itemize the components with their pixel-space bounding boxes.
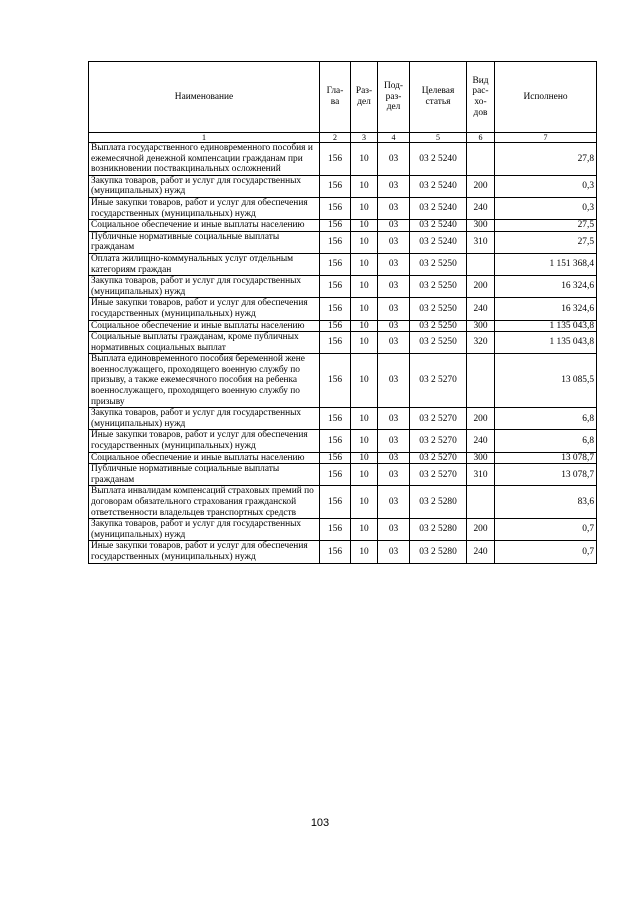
cell-razdel: 10 (351, 408, 378, 430)
table-row (89, 486, 597, 519)
cell-statya: 03 2 5250 (410, 320, 467, 332)
cell-amount: 0,7 (495, 541, 597, 563)
header-statya: Целевая статья (410, 62, 467, 133)
cell-razdel: 10 (351, 298, 378, 320)
header-row (89, 62, 597, 133)
cell-podrazdel: 03 (378, 452, 410, 464)
table-row (89, 354, 597, 408)
cell-amount: 13 078,7 (495, 452, 597, 464)
cell-razdel: 10 (351, 143, 378, 176)
header-amount: Исполнено (495, 62, 597, 133)
cell-podrazdel: 03 (378, 408, 410, 430)
cell-statya: 03 2 5240 (410, 231, 467, 253)
cell-name: Закупка товаров, работ и услуг для государственных (муниципальных) нужд (89, 408, 320, 430)
cell-razdel: 10 (351, 452, 378, 464)
cell-name: Закупка товаров, работ и услуг для государственных (муниципальных) нужд (89, 175, 320, 197)
cell-razdel: 10 (351, 231, 378, 253)
cell-amount: 27,8 (495, 143, 597, 176)
header-glava: Гла- ва (320, 62, 351, 133)
page-number: 103 (310, 817, 330, 829)
header-vid: Вид рас- хо- дов (467, 62, 495, 133)
cell-podrazdel: 03 (378, 332, 410, 354)
table-row (89, 197, 597, 219)
cell-statya: 03 2 5240 (410, 220, 467, 232)
cell-name: Закупка товаров, работ и услуг для государственных (муниципальных) нужд (89, 276, 320, 298)
cell-razdel: 10 (351, 354, 378, 408)
budget-table (88, 61, 597, 564)
cell-podrazdel: 03 (378, 143, 410, 176)
cell-vid (467, 354, 495, 408)
cell-glava: 156 (320, 220, 351, 232)
cell-statya: 03 2 5270 (410, 430, 467, 452)
cell-razdel: 10 (351, 464, 378, 486)
cell-amount: 0,3 (495, 197, 597, 219)
cell-statya: 03 2 5280 (410, 541, 467, 563)
cell-podrazdel: 03 (378, 519, 410, 541)
cell-name: Иные закупки товаров, работ и услуг для обеспечения государственных (муниципальных) нужд (89, 430, 320, 452)
table-row (89, 430, 597, 452)
cell-name: Социальное обеспечение и иные выплаты населению (89, 220, 320, 232)
cell-amount: 16 324,6 (495, 276, 597, 298)
column-number: 6 (467, 133, 495, 143)
cell-vid (467, 486, 495, 519)
cell-podrazdel: 03 (378, 276, 410, 298)
column-number: 1 (89, 133, 320, 143)
header-razdel: Раз- дел (351, 62, 378, 133)
cell-vid (467, 253, 495, 275)
cell-statya: 03 2 5240 (410, 197, 467, 219)
cell-razdel: 10 (351, 253, 378, 275)
cell-amount: 1 151 368,4 (495, 253, 597, 275)
cell-razdel: 10 (351, 519, 378, 541)
table-row (89, 541, 597, 563)
cell-glava: 156 (320, 175, 351, 197)
cell-vid: 300 (467, 220, 495, 232)
cell-razdel: 10 (351, 175, 378, 197)
cell-podrazdel: 03 (378, 464, 410, 486)
cell-name: Оплата жилищно-коммунальных услуг отдельным категориям граждан (89, 253, 320, 275)
cell-vid: 300 (467, 452, 495, 464)
cell-name: Публичные нормативные социальные выплаты гражданам (89, 464, 320, 486)
cell-podrazdel: 03 (378, 320, 410, 332)
table-row (89, 253, 597, 275)
cell-glava: 156 (320, 298, 351, 320)
cell-amount: 0,3 (495, 175, 597, 197)
table-row (89, 298, 597, 320)
table-row (89, 220, 597, 232)
cell-vid (467, 143, 495, 176)
cell-podrazdel: 03 (378, 220, 410, 232)
cell-name: Иные закупки товаров, работ и услуг для обеспечения государственных (муниципальных) нужд (89, 298, 320, 320)
cell-razdel: 10 (351, 332, 378, 354)
cell-amount: 27,5 (495, 220, 597, 232)
cell-glava: 156 (320, 408, 351, 430)
cell-amount: 1 135 043,8 (495, 320, 597, 332)
cell-statya: 03 2 5240 (410, 143, 467, 176)
table-row (89, 464, 597, 486)
cell-statya: 03 2 5280 (410, 486, 467, 519)
cell-glava: 156 (320, 354, 351, 408)
cell-razdel: 10 (351, 197, 378, 219)
cell-name: Выплата единовременного пособия беременной жене военнослужащего, проходящего военную службу по призыву, а также ежемесячного пособия на ребенка военнослужащего, проходящего военную службу по призыву (89, 354, 320, 408)
cell-podrazdel: 03 (378, 175, 410, 197)
cell-podrazdel: 03 (378, 486, 410, 519)
cell-amount: 83,6 (495, 486, 597, 519)
cell-razdel: 10 (351, 486, 378, 519)
cell-statya: 03 2 5270 (410, 354, 467, 408)
cell-vid: 240 (467, 541, 495, 563)
cell-vid: 200 (467, 519, 495, 541)
cell-vid: 310 (467, 231, 495, 253)
cell-glava: 156 (320, 452, 351, 464)
cell-amount: 27,5 (495, 231, 597, 253)
cell-razdel: 10 (351, 276, 378, 298)
cell-vid: 200 (467, 175, 495, 197)
cell-glava: 156 (320, 486, 351, 519)
cell-podrazdel: 03 (378, 541, 410, 563)
cell-glava: 156 (320, 332, 351, 354)
cell-name: Публичные нормативные социальные выплаты гражданам (89, 231, 320, 253)
cell-vid: 310 (467, 464, 495, 486)
table-row (89, 519, 597, 541)
cell-podrazdel: 03 (378, 298, 410, 320)
cell-amount: 13 078,7 (495, 464, 597, 486)
cell-glava: 156 (320, 253, 351, 275)
cell-glava: 156 (320, 276, 351, 298)
cell-statya: 03 2 5240 (410, 175, 467, 197)
column-number: 7 (495, 133, 597, 143)
cell-vid: 240 (467, 430, 495, 452)
cell-statya: 03 2 5250 (410, 298, 467, 320)
cell-podrazdel: 03 (378, 197, 410, 219)
table-row (89, 320, 597, 332)
cell-podrazdel: 03 (378, 430, 410, 452)
cell-name: Иные закупки товаров, работ и услуг для обеспечения государственных (муниципальных) нужд (89, 197, 320, 219)
cell-razdel: 10 (351, 541, 378, 563)
cell-podrazdel: 03 (378, 253, 410, 275)
table-row (89, 332, 597, 354)
cell-name: Социальное обеспечение и иные выплаты населению (89, 452, 320, 464)
cell-name: Социальные выплаты гражданам, кроме публичных нормативных социальных выплат (89, 332, 320, 354)
cell-name: Социальное обеспечение и иные выплаты населению (89, 320, 320, 332)
cell-razdel: 10 (351, 430, 378, 452)
cell-amount: 6,8 (495, 430, 597, 452)
cell-name: Иные закупки товаров, работ и услуг для обеспечения государственных (муниципальных) нужд (89, 541, 320, 563)
cell-amount: 0,7 (495, 519, 597, 541)
cell-glava: 156 (320, 464, 351, 486)
column-number: 4 (378, 133, 410, 143)
cell-statya: 03 2 5270 (410, 408, 467, 430)
table-body (89, 143, 597, 564)
cell-glava: 156 (320, 519, 351, 541)
cell-statya: 03 2 5270 (410, 452, 467, 464)
column-number: 3 (351, 133, 378, 143)
header-podrazdel: Под- раз- дел (378, 62, 410, 133)
table-row (89, 452, 597, 464)
column-number-row (89, 133, 597, 143)
cell-vid: 200 (467, 276, 495, 298)
cell-statya: 03 2 5250 (410, 253, 467, 275)
cell-glava: 156 (320, 541, 351, 563)
header-name: Наименование (89, 62, 320, 133)
table-row (89, 231, 597, 253)
cell-statya: 03 2 5250 (410, 276, 467, 298)
cell-amount: 13 085,5 (495, 354, 597, 408)
cell-vid: 240 (467, 197, 495, 219)
cell-glava: 156 (320, 430, 351, 452)
cell-podrazdel: 03 (378, 354, 410, 408)
column-number: 2 (320, 133, 351, 143)
cell-amount: 1 135 043,8 (495, 332, 597, 354)
cell-vid: 200 (467, 408, 495, 430)
cell-statya: 03 2 5250 (410, 332, 467, 354)
cell-name: Закупка товаров, работ и услуг для государственных (муниципальных) нужд (89, 519, 320, 541)
cell-name: Выплата государственного единовременного пособия и ежемесячной денежной компенсации гражданам при возникновении поствакцинальных осложнений (89, 143, 320, 176)
table-row (89, 408, 597, 430)
cell-razdel: 10 (351, 320, 378, 332)
cell-podrazdel: 03 (378, 231, 410, 253)
cell-statya: 03 2 5270 (410, 464, 467, 486)
cell-glava: 156 (320, 320, 351, 332)
cell-name: Выплата инвалидам компенсаций страховых премий по договорам обязательного страхования гражданской ответственности владельцев транспортных средств (89, 486, 320, 519)
cell-glava: 156 (320, 143, 351, 176)
cell-glava: 156 (320, 197, 351, 219)
cell-glava: 156 (320, 231, 351, 253)
cell-amount: 6,8 (495, 408, 597, 430)
table-row (89, 175, 597, 197)
cell-statya: 03 2 5280 (410, 519, 467, 541)
cell-vid: 300 (467, 320, 495, 332)
table-row (89, 276, 597, 298)
cell-amount: 16 324,6 (495, 298, 597, 320)
cell-razdel: 10 (351, 220, 378, 232)
cell-vid: 240 (467, 298, 495, 320)
cell-vid: 320 (467, 332, 495, 354)
column-number: 5 (410, 133, 467, 143)
table-row (89, 143, 597, 176)
